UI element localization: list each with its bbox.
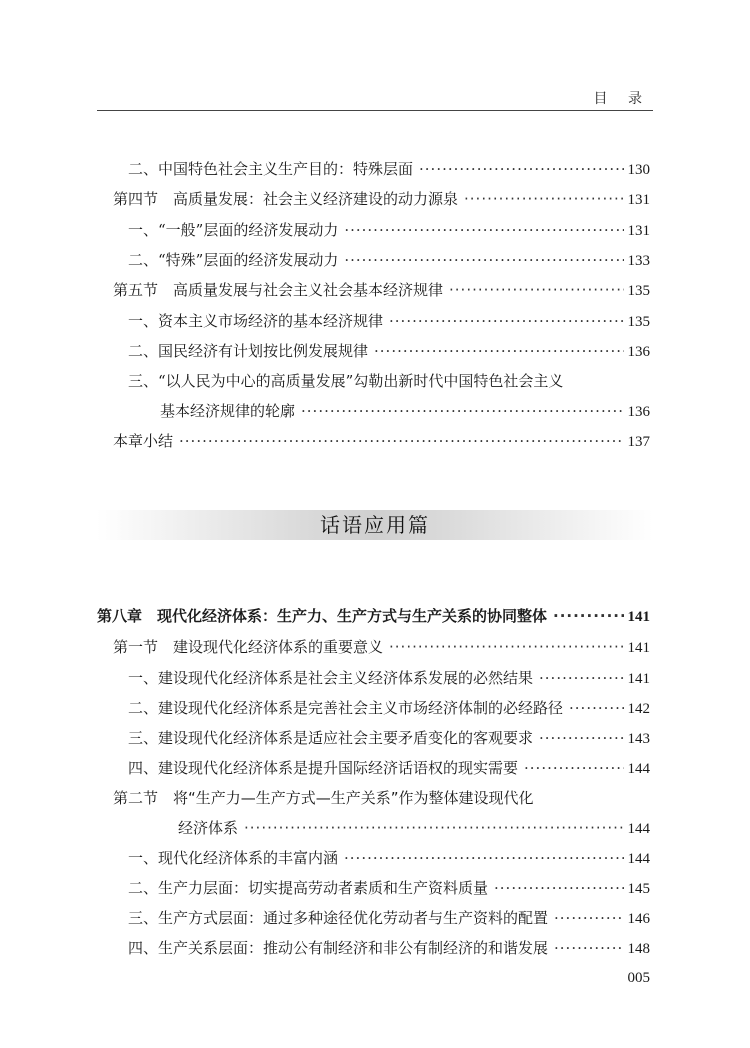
part-banner [97,510,653,540]
toc-entry-text: 一、建设现代化经济体系是社会主义经济体系发展的必然结果 [128,669,534,687]
toc-entry[interactable] [128,757,650,778]
dot-leader [419,160,623,178]
toc-entry-text: 第四节 高质量发展：社会主义经济建设的动力源泉 [113,190,459,208]
toc-entry-text: 第八章 现代化经济体系：生产力、生产方式与生产关系的协同整体 [97,607,548,625]
toc-entry[interactable] [128,249,650,270]
dot-leader [539,669,623,687]
dot-leader [244,819,623,837]
header-title: 目 录 [593,91,650,107]
toc-entry-text: 三、建设现代化经济体系是适应社会主要矛盾变化的客观要求 [128,729,534,747]
toc-entry[interactable] [128,727,650,748]
toc-entry-page: 146 [627,911,650,927]
toc-entry-text: 一、资本主义市场经济的基本经济规律 [128,312,384,330]
toc-entry[interactable] [128,937,650,958]
toc-entry[interactable] [128,219,650,240]
dot-leader [389,312,623,330]
dot-leader [464,190,623,208]
toc-entry-line1[interactable]: 三、“以人民为中心的高质量发展”勾勒出新时代中国特色社会主义 [128,372,564,390]
dot-leader [449,281,623,299]
toc-entry-section[interactable] [113,188,650,209]
part-title: 话语应用篇 [320,513,430,537]
toc-entry-continued[interactable] [160,400,650,421]
toc-entry[interactable] [128,158,650,179]
toc-entry-text: 本章小结 [113,432,174,450]
toc-entry-page: 143 [627,731,650,747]
toc-entry-text: 二、中国特色社会主义生产目的：特殊层面 [128,160,414,178]
toc-entry-section[interactable] [113,279,650,300]
dot-leader [554,909,623,927]
toc-entry-text: 二、“特殊”层面的经济发展动力 [128,251,339,269]
toc-entry[interactable] [128,847,650,868]
toc-entry-text: 四、建设现代化经济体系是提升国际经济话语权的现实需要 [128,759,519,777]
toc-entry-text: 二、生产力层面：切实提高劳动者素质和生产资料质量 [128,879,489,897]
dot-leader [569,699,623,717]
toc-entry-page: 135 [627,314,650,330]
toc-entry-page: 144 [627,761,650,777]
toc-entry[interactable] [128,877,650,898]
toc-entry-page: 131 [627,223,650,239]
toc-entry-text: 一、“一般”层面的经济发展动力 [128,221,339,239]
toc-entry[interactable] [128,310,650,331]
dot-leader [494,879,623,897]
toc-entry-text: 第一节 建设现代化经济体系的重要意义 [113,638,384,656]
toc-entry-page: 133 [627,253,650,269]
toc-entry-page: 148 [627,941,650,957]
toc-entry-page: 135 [627,283,650,299]
toc-entry-page: 141 [627,609,650,625]
toc-entry-page: 131 [627,192,650,208]
toc-entry-page: 137 [627,434,650,450]
toc-entry-continued[interactable] [178,817,650,838]
toc-entry-line1[interactable]: 第二节 将“生产力—生产方式—生产关系”作为整体建设现代化 [113,789,534,807]
toc-entry-page: 130 [627,162,650,178]
dot-leader [344,221,623,239]
header-rule [97,110,653,111]
dot-leader [344,849,623,867]
toc-entry[interactable] [128,697,650,718]
dot-leader [301,402,623,420]
toc-entry[interactable] [128,340,650,361]
dot-leader [553,607,623,625]
dot-leader [344,251,623,269]
page-number: 005 [627,970,650,986]
toc-entry-text: 经济体系 [178,819,239,837]
toc-entry-page: 144 [627,821,650,837]
toc-entry-chapter[interactable] [97,605,650,626]
dot-leader [179,432,623,450]
toc-entry-text: 基本经济规律的轮廓 [160,402,296,420]
toc-entry-page: 141 [627,671,650,687]
toc-entry-page: 142 [627,701,650,717]
toc-entry-summary[interactable] [113,430,650,451]
toc-entry-page: 145 [627,881,650,897]
toc-entry-text: 一、现代化经济体系的丰富内涵 [128,849,339,867]
toc-entry[interactable] [128,667,650,688]
dot-leader [389,638,623,656]
dot-leader [374,342,623,360]
dot-leader [524,759,623,777]
dot-leader [554,939,623,957]
toc-entry-page: 136 [627,344,650,360]
toc-entry-page: 136 [627,404,650,420]
toc-entry-text: 第五节 高质量发展与社会主义社会基本经济规律 [113,281,444,299]
toc-entry-page: 141 [627,640,650,656]
toc-entry-text: 三、生产方式层面：通过多种途径优化劳动者与生产资料的配置 [128,909,549,927]
toc-entry-section[interactable] [113,636,650,657]
toc-entry[interactable] [128,907,650,928]
toc-entry-text: 二、国民经济有计划按比例发展规律 [128,342,369,360]
dot-leader [539,729,623,747]
toc-entry-text: 二、建设现代化经济体系是完善社会主义市场经济体制的必经路径 [128,699,564,717]
toc-entry-page: 144 [627,851,650,867]
toc-entry-text: 四、生产关系层面：推动公有制经济和非公有制经济的和谐发展 [128,939,549,957]
